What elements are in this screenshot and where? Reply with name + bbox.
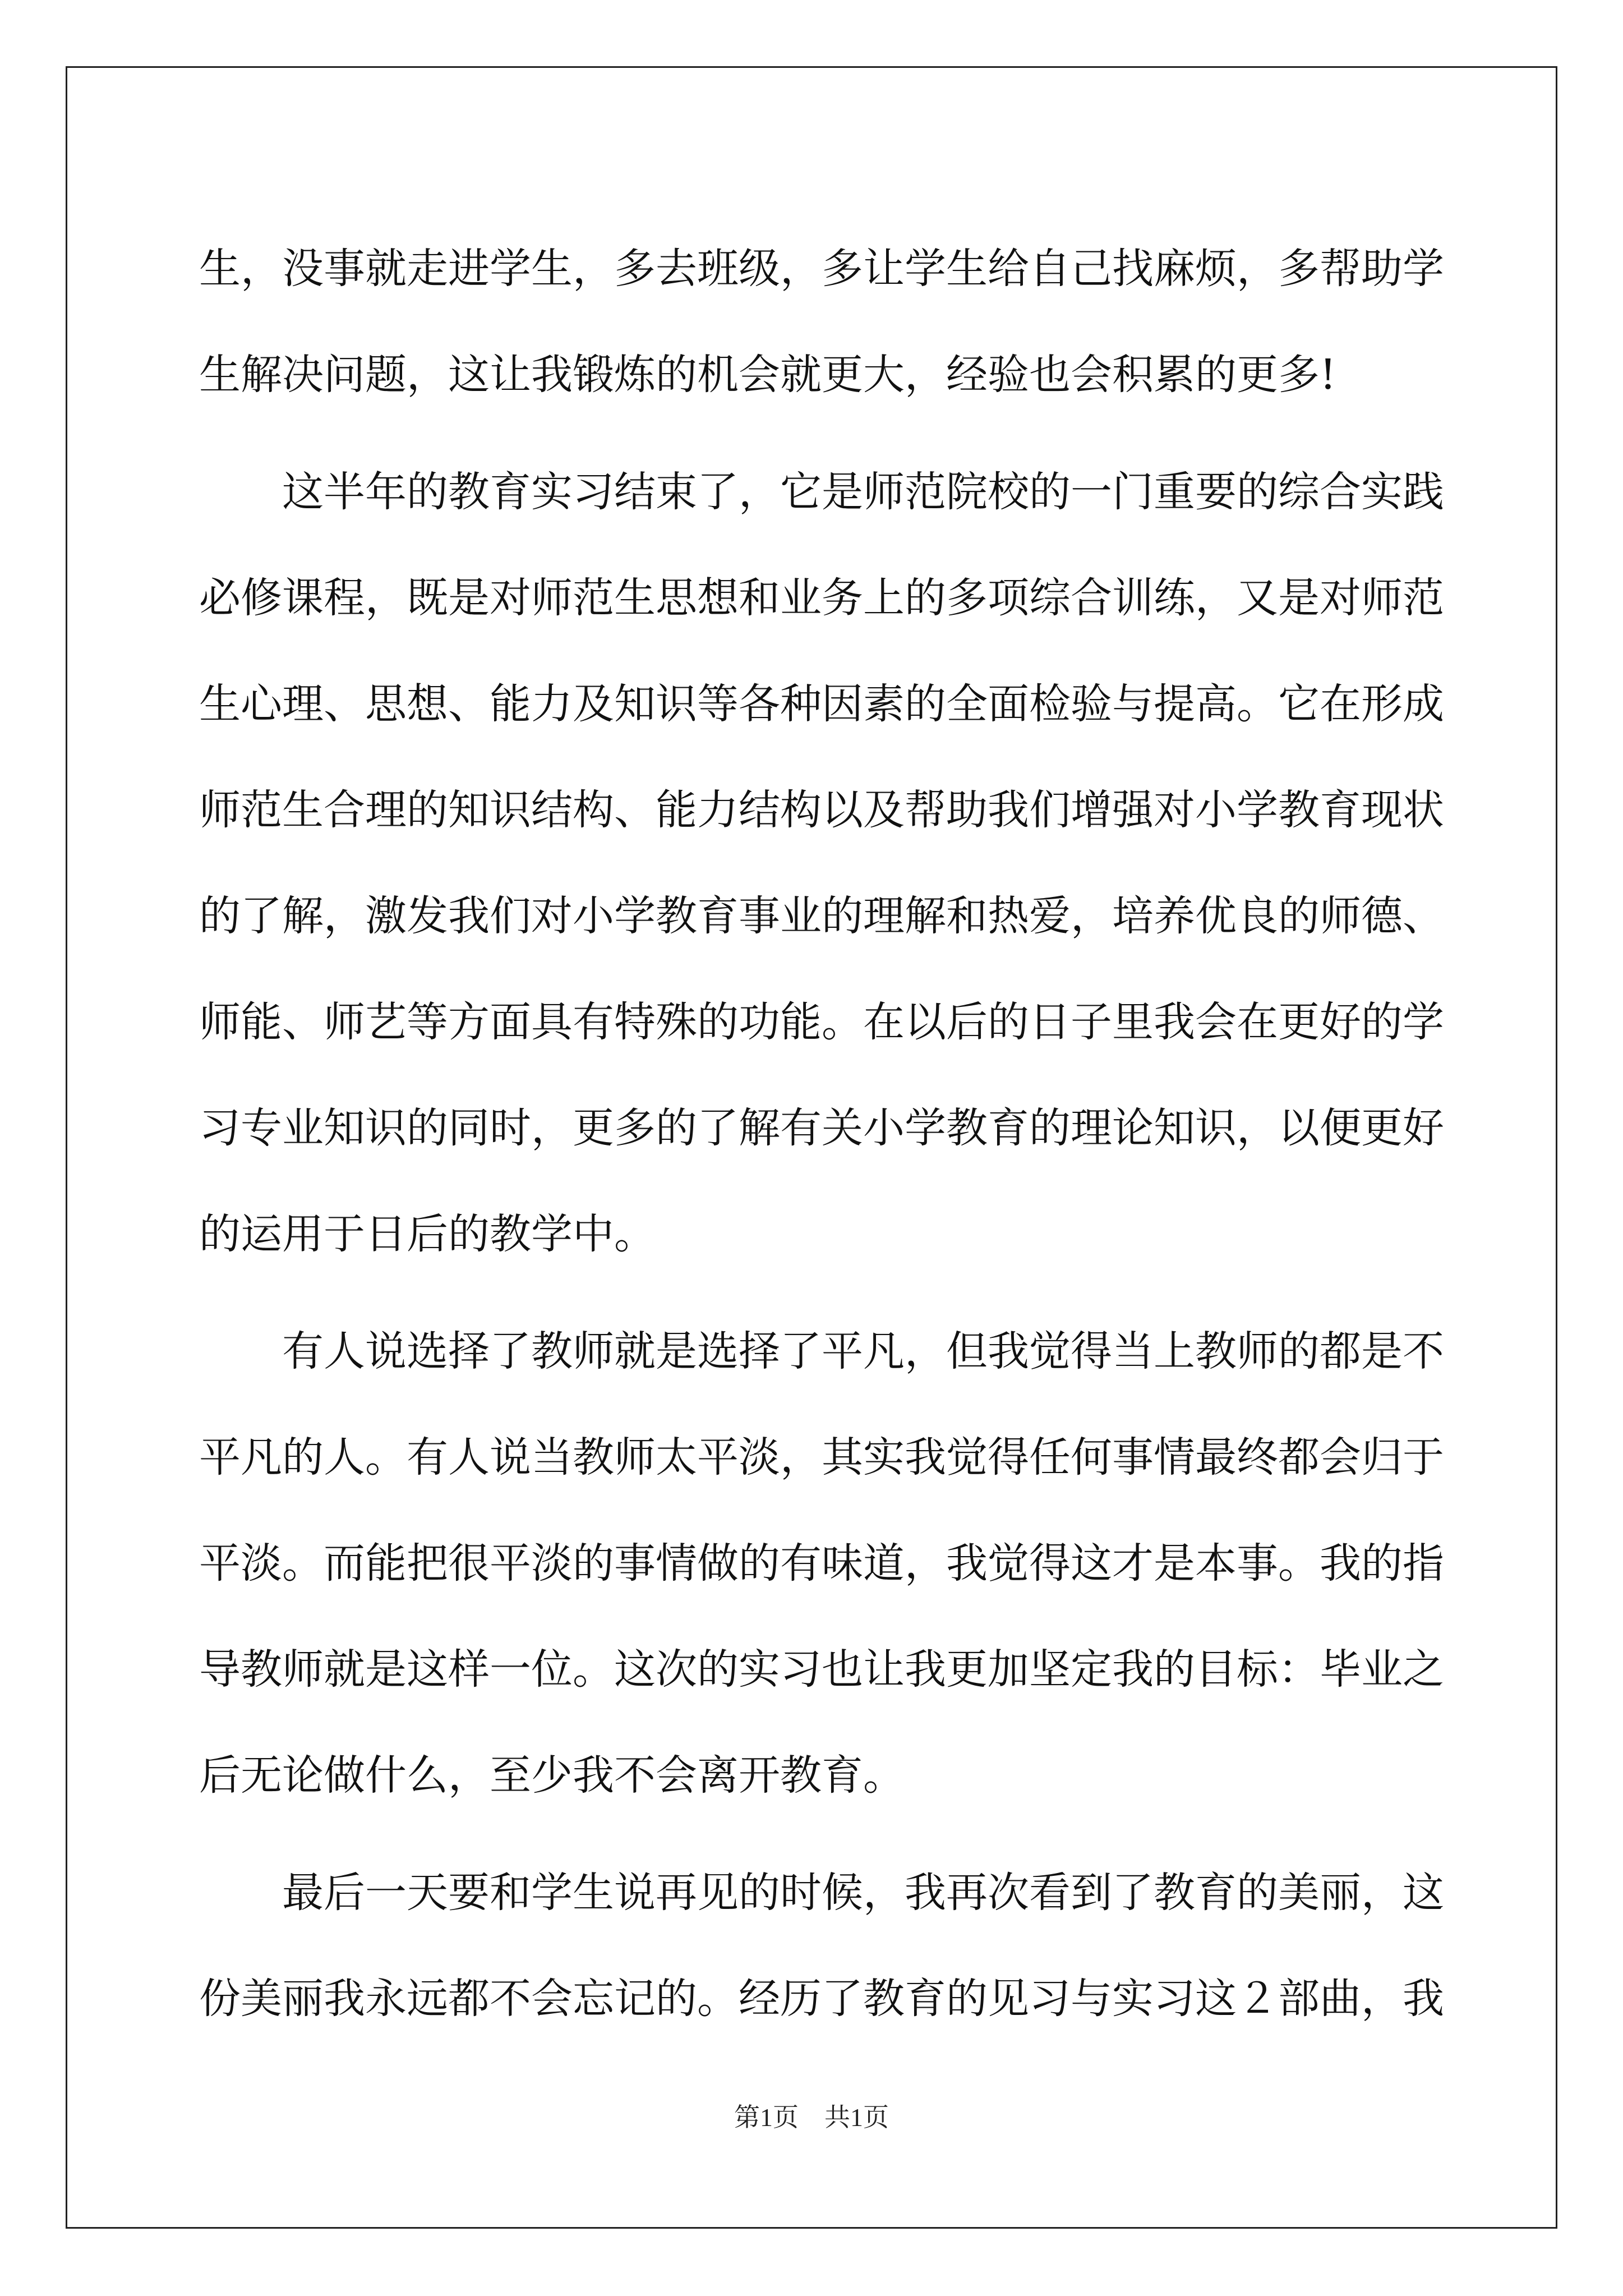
text-line: 生心理、思想、能力及知识等各种因素的全面检验与提高。它在形成 — [199, 680, 1444, 728]
text-line: 后无论做什么，至少我不会离开教育。 — [199, 1751, 905, 1800]
text-line: 师范生合理的知识结构、能力结构以及帮助我们增强对小学教育现状 — [199, 786, 1444, 834]
text-line: 师能、师艺等方面具有特殊的功能。在以后的日子里我会在更好的学 — [199, 998, 1444, 1046]
text-line: 的了解，激发我们对小学教育事业的理解和热爱，培养优良的师德、 — [199, 892, 1444, 940]
paragraph-start-line: 这半年的教育实习结束了，它是师范院校的一门重要的综合实践 — [199, 468, 1444, 516]
text-line: 生解决问题，这让我锻炼的机会就更大，经验也会积累的更多! — [199, 351, 1336, 399]
text-line: 必修课程，既是对师范生思想和业务上的多项综合训练，又是对师范 — [199, 574, 1444, 622]
text-line: 平凡的人。有人说当教师太平淡，其实我觉得任何事情最终都会归于 — [199, 1433, 1444, 1481]
text-line: 份美丽我永远都不会忘记的。经历了教育的见习与实习这２部曲，我 — [199, 1975, 1444, 2023]
text-line: 的运用于日后的教学中。 — [199, 1210, 656, 1258]
text-line: 平淡。而能把很平淡的事情做的有味道，我觉得这才是本事。我的指 — [199, 1539, 1444, 1588]
document-body — [199, 216, 1444, 2052]
text-line: 生，没事就走进学生，多去班级，多让学生给自己找麻烦，多帮助学 — [199, 245, 1444, 293]
paragraph-start-line: 最后一天要和学生说再见的时候，我再次看到了教育的美丽，这 — [199, 1869, 1444, 1917]
paragraph-start-line: 有人说选择了教师就是选择了平凡，但我觉得当上教师的都是不 — [199, 1327, 1444, 1375]
page-footer — [0, 2097, 1623, 2134]
text-line: 导教师就是这样一位。这次的实习也让我更加坚定我的目标：毕业之 — [199, 1645, 1444, 1694]
page-number: 第1页 共1页 — [734, 2103, 889, 2132]
text-line: 习专业知识的同时，更多的了解有关小学教育的理论知识，以便更好 — [199, 1104, 1444, 1152]
